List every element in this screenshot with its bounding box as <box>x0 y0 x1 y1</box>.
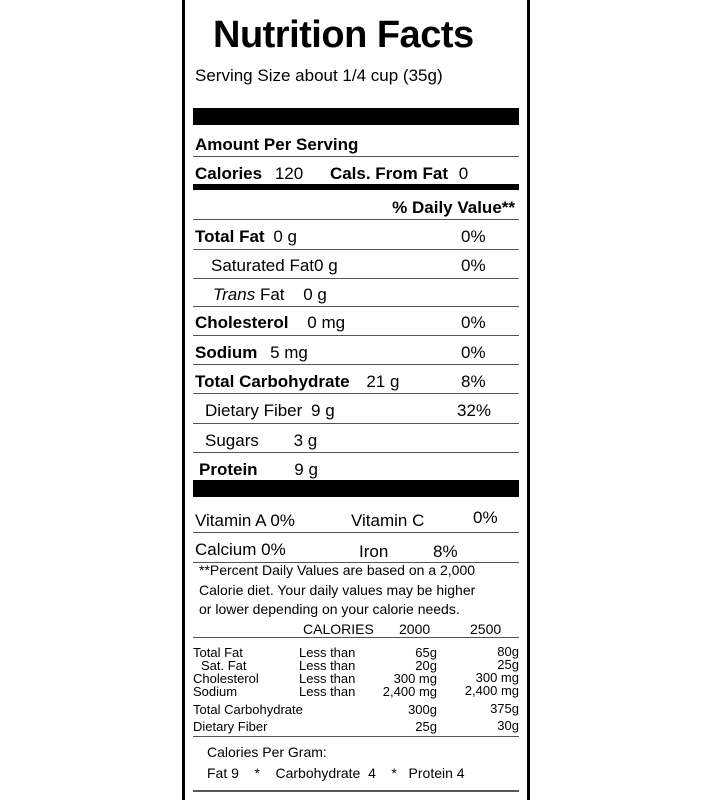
nutrient-label: Protein <box>199 460 258 479</box>
rule <box>193 452 519 453</box>
rule <box>193 156 519 157</box>
nutrient-label: Cholesterol <box>195 313 289 332</box>
table-cell: 300 mg <box>475 670 519 685</box>
nutrient-amount: 9 g <box>311 401 335 420</box>
rule <box>193 637 519 638</box>
calcium-row <box>195 540 286 560</box>
rule <box>193 219 519 220</box>
calories-per-gram-line: Fat 9 * Carbohydrate 4 * Protein 4 <box>207 765 465 781</box>
calories-per-gram-title: Calories Per Gram: <box>207 744 327 760</box>
label-title: Nutrition Facts <box>213 14 474 56</box>
vitamin-c-label: Vitamin C <box>351 511 425 530</box>
nutrient-total-carbohydrate <box>195 372 399 392</box>
serving-size-label: Serving Size <box>195 66 291 85</box>
nutrient-amount: 3 g <box>293 431 318 450</box>
table-cell: 65g <box>415 645 437 660</box>
table-header-2500: 2500 <box>470 621 502 637</box>
nutrient-label: Total Carbohydrate <box>195 372 350 391</box>
table-header-calories: CALORIES <box>303 621 374 637</box>
table-row: Total Fat <box>193 645 243 660</box>
amount-per-serving: Amount Per Serving <box>195 135 359 154</box>
serving-size <box>195 66 443 86</box>
nutrient-dietary-fiber <box>205 401 335 421</box>
nutrient-amount: 0 g <box>314 256 338 275</box>
table-cell: 2,400 mg <box>382 684 437 699</box>
table-cell: 375g <box>490 701 519 716</box>
rule <box>193 306 519 307</box>
nutrient-label: Fat <box>259 285 285 304</box>
nutrient-dv: 32% <box>457 401 492 420</box>
calories-from-fat-label: Cals. From Fat <box>329 164 449 183</box>
daily-value-header: % Daily Value** <box>392 198 515 217</box>
calories-row <box>195 164 468 184</box>
vitamin-c-value: 0% <box>473 508 498 527</box>
table-row: Sat. Fat <box>201 658 247 673</box>
table-cell: 300g <box>408 702 437 717</box>
nutrient-amount: 9 g <box>294 460 318 479</box>
nutrient-protein <box>199 460 318 480</box>
nutrient-amount: 0 g <box>273 227 297 246</box>
nutrient-dv: 0% <box>461 313 486 332</box>
nutrient-sugars <box>205 431 317 451</box>
medium-divider <box>193 184 519 190</box>
nutrient-trans-fat <box>213 285 327 305</box>
table-cell: 25g <box>415 719 437 734</box>
table-cell: 300 mg <box>393 671 437 686</box>
nutrient-amount: 21 g <box>366 372 400 391</box>
nutrient-label: Total Fat <box>195 227 265 246</box>
table-row: Cholesterol <box>193 671 259 686</box>
nutrient-sodium <box>195 343 308 363</box>
nutrient-saturated-fat <box>211 256 338 276</box>
nutrient-total-fat <box>195 227 297 247</box>
table-cell: Less than <box>299 645 356 660</box>
table-header-2000: 2000 <box>399 621 431 637</box>
table-cell: Less than <box>299 658 356 673</box>
rule <box>193 532 519 533</box>
nutrient-label: Sugars <box>205 431 259 450</box>
rule <box>193 278 519 279</box>
footnote-line: **Percent Daily Values are based on a 2,000 <box>199 562 476 578</box>
table-cell: 80g <box>497 644 519 659</box>
table-cell: Less than <box>299 671 356 686</box>
vitamin-a-row <box>195 511 295 531</box>
nutrient-label-italic: Trans <box>213 285 256 304</box>
calcium-value: 0% <box>261 540 286 559</box>
footnote-line: Calorie diet. Your daily values may be higher <box>199 582 476 598</box>
nutrient-amount: 0 g <box>303 285 327 304</box>
nutrient-label: Sodium <box>195 343 258 362</box>
table-cell: 20g <box>415 658 437 673</box>
nutrient-dv: 8% <box>461 372 486 391</box>
nutrient-amount: 5 mg <box>270 343 308 362</box>
calories-from-fat-value: 0 <box>458 164 469 183</box>
nutrient-amount: 0 mg <box>307 313 346 332</box>
nutrient-label: Dietary Fiber <box>205 401 303 420</box>
nutrition-label <box>182 0 530 800</box>
nutrient-dv: 0% <box>461 343 486 362</box>
rule <box>193 423 519 424</box>
rule <box>193 736 519 737</box>
table-cell: 25g <box>497 657 519 672</box>
table-row: Sodium <box>193 684 238 699</box>
nutrient-label: Saturated Fat <box>211 256 315 275</box>
table-cell: 2,400 mg <box>464 683 519 698</box>
rule <box>193 335 519 336</box>
rule <box>193 393 519 394</box>
nutrient-dv: 0% <box>461 227 486 246</box>
iron-value: 8% <box>433 542 458 561</box>
rule <box>193 364 519 365</box>
iron-label: Iron <box>359 542 389 561</box>
table-cell: 30g <box>497 718 519 733</box>
bottom-rule <box>193 790 519 792</box>
vitamin-a-value: 0% <box>270 511 295 530</box>
vitamin-a-label: Vitamin A <box>195 511 266 530</box>
calcium-label: Calcium <box>195 540 257 559</box>
thick-divider-bottom <box>193 480 519 497</box>
footnote-line: or lower depending on your calorie needs. <box>199 601 460 617</box>
calories-value: 120 <box>274 164 304 183</box>
nutrient-cholesterol <box>195 313 345 333</box>
calories-label: Calories <box>195 164 263 183</box>
table-row: Total Carbohydrate <box>193 702 303 717</box>
rule <box>193 249 519 250</box>
thick-divider-top <box>193 108 519 125</box>
table-cell: Less than <box>299 684 356 699</box>
table-row: Dietary Fiber <box>193 719 268 734</box>
serving-size-value: about 1/4 cup (35g) <box>295 66 443 85</box>
nutrient-dv: 0% <box>461 256 486 275</box>
